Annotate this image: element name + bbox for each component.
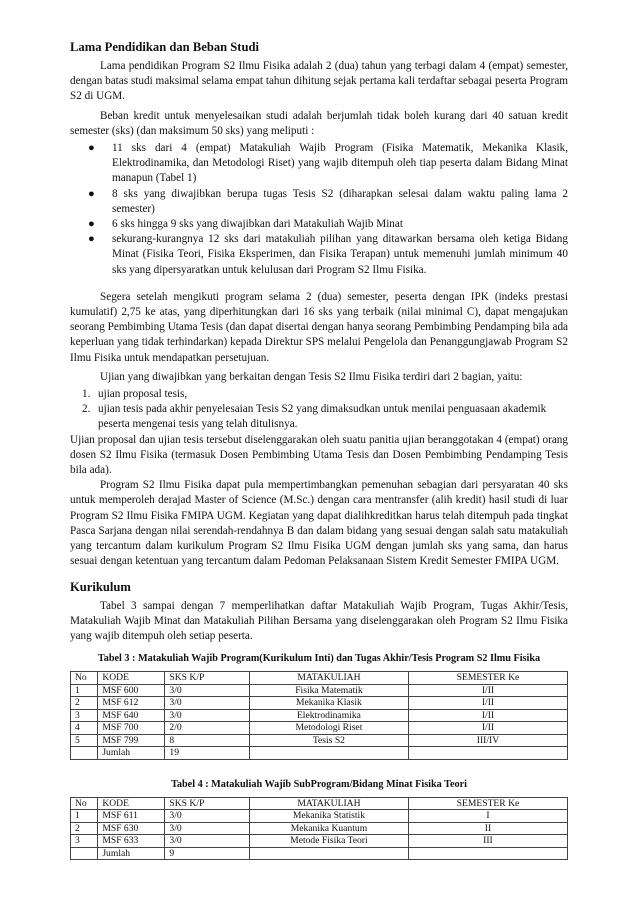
paragraph: Ujian yang diwajibkan yang berkaitan dengan Tesis S2 Ilmu Fisika terdiri dari 2 bagian, yaitu: (100, 370, 523, 383)
column-header: KODE (98, 672, 165, 685)
table-cell (71, 847, 98, 860)
list-item (70, 187, 568, 217)
table-row (71, 822, 568, 835)
table-caption: Tabel 3 : Matakuliah Wajib Program(Kurikulum Inti) dan Tugas Akhir/Tesis Program S2 Ilmu Fisika (97, 653, 541, 665)
table-header-row (71, 672, 568, 685)
table-header-row (71, 797, 568, 810)
list-number: 1. (82, 388, 91, 401)
table-cell: Elektrodinamika (249, 709, 408, 722)
table-cell: 2 (71, 697, 98, 710)
table-cell: 4 (71, 722, 98, 735)
table-cell: MSF 600 (98, 684, 165, 697)
column-header: SKS K/P (165, 797, 249, 810)
table-cell: Metode Fisika Teori (249, 835, 408, 848)
column-header: KODE (98, 797, 165, 810)
table-cell (249, 747, 408, 760)
credit-bullet-list (70, 141, 568, 278)
table-cell: I (408, 810, 567, 823)
table-cell: 8 (165, 734, 249, 747)
list-item (70, 141, 568, 187)
table-total-row (71, 847, 568, 860)
table-cell: 9 (165, 847, 249, 860)
table-cell: 5 (71, 734, 98, 747)
table-row (71, 684, 568, 697)
list-item (70, 387, 568, 402)
table-cell: 3 (71, 835, 98, 848)
table-cell: 3/0 (165, 810, 249, 823)
table-cell: Jumlah (98, 747, 165, 760)
list-item-text: sekurang-kurangnya 12 sks dari matakuliah pilihan yang ditawarkan bersama oleh ketiga Bidang Minat (Fisika Teori, Fisika Eksperimen, dan Fisika Terapan) untuk memenuhi jumlah minimum 40 sks yang dipersyaratkan untuk kelulusan dari Program S2 Ilmu Fisika. (112, 233, 568, 276)
paragraph: Tabel 3 sampai dengan 7 memperlihatkan daftar Matakuliah Wajib Program, Tugas Akhir/Tesis, Matakuliah Wajib Minat dan Matakuliah Pilihan Bersama yang diselenggarakan oleh Program S2 Ilmu Fisika yang wajib ditempuh oleh setiap peserta. (70, 599, 568, 642)
column-header: SKS K/P (165, 672, 249, 685)
table-cell (408, 847, 567, 860)
table-cell: 1 (71, 810, 98, 823)
table-row (71, 835, 568, 848)
table-row (71, 810, 568, 823)
table-cell: I/II (408, 697, 567, 710)
table-cell: 3/0 (165, 684, 249, 697)
table-cell: Tesis S2 (249, 734, 408, 747)
bullet-icon: ● (88, 218, 95, 231)
table-cell: MSF 700 (98, 722, 165, 735)
table-cell (71, 747, 98, 760)
table-4 (70, 797, 568, 861)
list-item-text: 6 sks hingga 9 sks yang diwajibkan dari Matakuliah Wajib Minat (112, 218, 403, 231)
table-cell: 2/0 (165, 722, 249, 735)
table-cell: III (408, 835, 567, 848)
table-total-row (71, 747, 568, 760)
list-item (70, 217, 568, 232)
table-cell: Jumlah (98, 847, 165, 860)
table-cell: MSF 633 (98, 835, 165, 848)
list-item-text: ujian tesis pada akhir penyelesaian Tesis S2 yang dimaksudkan untuk menilai penguasaan akademik peserta mengenai tesis yang telah ditulisnya. (98, 403, 547, 431)
table-3 (70, 671, 568, 760)
table-cell: 3/0 (165, 709, 249, 722)
list-number: 2. (82, 403, 91, 416)
exam-numbered-list (70, 387, 568, 433)
table-cell: I/II (408, 722, 567, 735)
column-header: SEMESTER Ke (408, 797, 567, 810)
table-cell: MSF 640 (98, 709, 165, 722)
list-item-text: ujian proposal tesis, (98, 388, 188, 401)
table-cell: 3/0 (165, 822, 249, 835)
table-cell: MSF 612 (98, 697, 165, 710)
table-cell: I/II (408, 709, 567, 722)
section-heading-kurikulum: Kurikulum (70, 579, 131, 594)
list-item-text: 11 sks dari 4 (empat) Matakuliah Wajib Program (Fisika Matematik, Mekanika Klasik, Elektrodinamika, dan Metodologi Riset) yang wajib ditempuh oleh tiap peserta dalam Bidang Minat manapun (Tabel 1) (112, 142, 568, 185)
table-row (71, 722, 568, 735)
table-row (71, 734, 568, 747)
bullet-icon: ● (88, 233, 95, 246)
table-cell: 3/0 (165, 835, 249, 848)
column-header: No (71, 797, 98, 810)
table-cell: 3/0 (165, 697, 249, 710)
column-header: SEMESTER Ke (408, 672, 567, 685)
paragraph: Ujian proposal dan ujian tesis tersebut diselenggarakan oleh suatu panitia ujian beranggotakan 4 (empat) orang dosen S2 Ilmu Fisika (termasuk Dosen Pembimbing Utama Tesis dan Dosen Pembimbing Pendamping Tesis bila ada). (70, 433, 568, 477)
table-cell: 3 (71, 709, 98, 722)
paragraph: Lama pendidikan Program S2 Ilmu Fisika adalah 2 (dua) tahun yang terbagi dalam 4 (empat) semester, dengan batas studi maksimal selama empat tahun dihitung sejak pertama kali terdaftar sebagai peserta Program S2 di UGM. (70, 60, 568, 103)
column-header: MATAKULIAH (249, 797, 408, 810)
table-cell: III/IV (408, 734, 567, 747)
column-header: No (71, 672, 98, 685)
table-cell: MSF 630 (98, 822, 165, 835)
table-row (71, 697, 568, 710)
table-row (71, 709, 568, 722)
list-item (70, 232, 568, 278)
section-heading-lama-pendidikan: Lama Pendidikan dan Beban Studi (70, 40, 259, 54)
table-cell (249, 847, 408, 860)
paragraph: Segera setelah mengikuti program selama 2 (dua) semester, peserta dengan IPK (indeks prestasi kumulatif) 2,75 ke atas, yang diperhitungkan dari 16 sks yang terbaik (nilai minimal C), dapat mengajukan seorang Pembimbing Utama Tesis (dan dapat disertai dengan hanya seorang Pembimbing Pendamping bila ada keperluan yang tidak terhindarkan) kepada Direktur SPS melalui Pengelola dan Penanggungjawab Program S2 Ilmu Fisika untuk mendapatkan persetujuan. (70, 290, 568, 364)
table-cell: Mekanika Kuantum (249, 822, 408, 835)
list-item-text: 8 sks yang diwajibkan berupa tugas Tesis S2 (diharapkan selesai dalam waktu paling lama 2 semester) (112, 187, 568, 215)
table-cell: II (408, 822, 567, 835)
table-cell: 2 (71, 822, 98, 835)
bullet-icon: ● (88, 142, 95, 155)
table-cell: MSF 611 (98, 810, 165, 823)
table-caption: Tabel 4 : Matakuliah Wajib SubProgram/Bidang Minat Fisika Teori (171, 778, 467, 790)
table-cell: 19 (165, 747, 249, 760)
table-cell: Mekanika Statistik (249, 810, 408, 823)
table-cell: Fisika Matematik (249, 684, 408, 697)
column-header: MATAKULIAH (249, 672, 408, 685)
table-cell: 1 (71, 684, 98, 697)
table-cell: Metodologi Riset (249, 722, 408, 735)
paragraph: Program S2 Ilmu Fisika dapat pula mempertimbangkan pemenuhan sebagian dari persyaratan 40 sks untuk memperoleh derajad Master of Science (M.Sc.) dengan cara mentransfer (alih kredit) hasil studi di luar Program S2 Ilmu Fisika FMIPA UGM. Kegiatan yang dapat dialihkreditkan harus telah ditempuh pada tingkat Pasca Sarjana dengan nilai serendah-rendahnya B dan dalam bidang yang sesuai dengan salah satu matakuliah yang tercantum dalam kurikulum Program S2 Ilmu Fisika UGM dengan jumlah sks yang sama, dan harus sesuai dengan ketentuan yang tercantum dalam Pedoman Pelaksanaan Sistem Kredit Semester FMIPA UGM. (70, 479, 568, 568)
table-cell: I/II (408, 684, 567, 697)
table-cell: MSF 799 (98, 734, 165, 747)
bullet-icon: ● (88, 187, 95, 200)
table-cell (408, 747, 567, 760)
list-item (70, 402, 568, 432)
table-cell: Mekanika Klasik (249, 697, 408, 710)
paragraph: Beban kredit untuk menyelesaikan studi adalah berjumlah tidak boleh kurang dari 40 satuan kredit semester (sks) (dan maksimum 50 sks) yang meliputi : (70, 109, 568, 137)
